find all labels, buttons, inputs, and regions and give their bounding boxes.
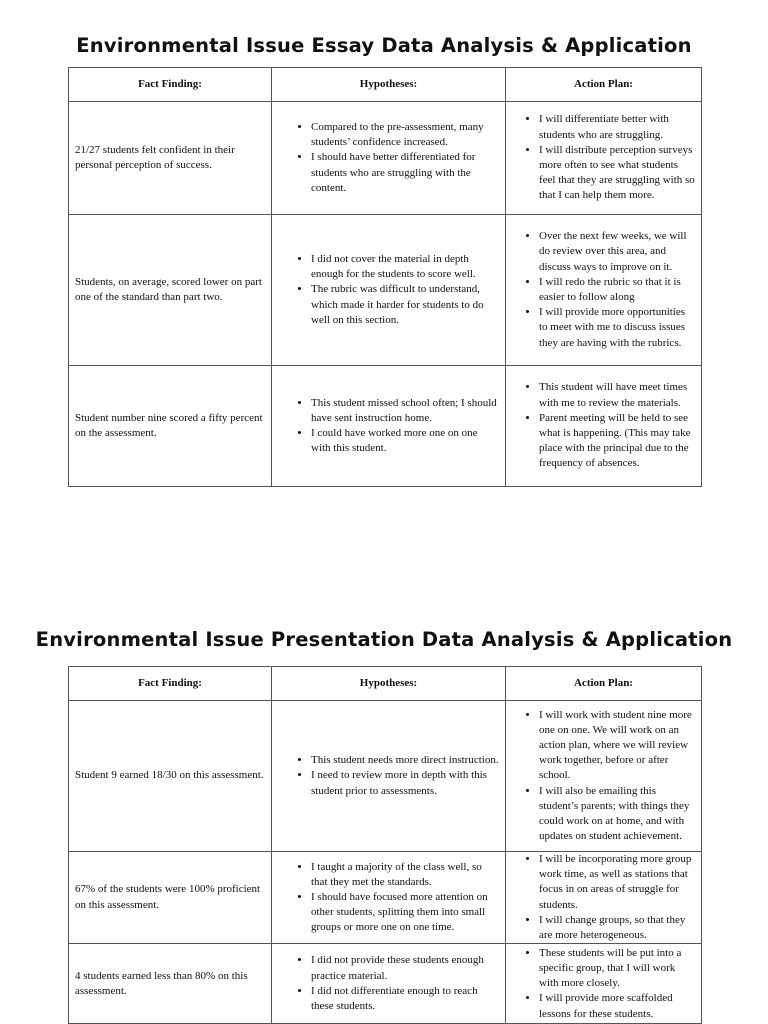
hypotheses-cell — [272, 215, 506, 366]
list-item: • This student missed school often; I should have sent instruction home. — [311, 396, 499, 426]
hypotheses-cell — [272, 852, 506, 944]
header-hypotheses: Hypotheses: — [272, 667, 506, 701]
hypotheses-cell — [272, 102, 506, 215]
list-item: • I taught a majority of the class well, so that they met the standards. — [311, 860, 499, 890]
list-item: • I could have worked more one on one with this student. — [311, 426, 499, 456]
list-item: • I did not differentiate enough to reach these students. — [311, 984, 499, 1014]
action-plan-cell — [506, 215, 702, 366]
list-item: • Over the next few weeks, we will do review over this area, and discuss ways to improve on it. — [539, 229, 695, 275]
hypotheses-cell — [272, 366, 506, 487]
list-item: • I will differentiate better with students who are struggling. — [539, 112, 695, 142]
fact-cell: Student 9 earned 18/30 on this assessment. — [69, 701, 272, 852]
list-item: • I will work with student nine more one on one. We will work on an action plan, where we will review work together, before or after school. — [539, 708, 695, 784]
fact-cell: 21/27 students felt confident in their personal perception of success. — [69, 102, 272, 215]
table-row — [69, 852, 702, 944]
list-item: • This student needs more direct instruction. — [311, 753, 499, 768]
action-plan-cell — [506, 944, 702, 1024]
list-item: • I should have focused more attention on other students, splitting them into small groups or more one on one time. — [311, 890, 499, 936]
list-item: • Parent meeting will be held to see what is happening. (This may take place with the principal due to the frequency of absences. — [539, 411, 695, 472]
header-fact-finding: Fact Finding: — [69, 667, 272, 701]
list-item: • I need to review more in depth with this student prior to assessments. — [311, 768, 499, 798]
table-row — [69, 366, 702, 487]
list-item: • I will provide more scaffolded lessons for these students. — [539, 991, 695, 1021]
table-row — [69, 102, 702, 215]
list-item: • This student will have meet times with me to review the materials. — [539, 380, 695, 410]
list-item: • I will also be emailing this student’s parents; with things they could work on at home, and with updates on student achievement. — [539, 784, 695, 845]
fact-cell: Students, on average, scored lower on part one of the standard than part two. — [69, 215, 272, 366]
list-item: • I will distribute perception surveys more often to see what students feel that they are struggling with so that I can help them more. — [539, 143, 695, 204]
list-item: • I did not cover the material in depth enough for the students to score well. — [311, 252, 499, 282]
header-fact-finding: Fact Finding: — [69, 68, 272, 102]
header-action-plan: Action Plan: — [506, 667, 702, 701]
action-plan-cell — [506, 366, 702, 487]
list-item: • I will redo the rubric so that it is easier to follow along — [539, 275, 695, 305]
fact-cell: Student number nine scored a fifty percent on the assessment. — [69, 366, 272, 487]
list-item: • These students will be put into a specific group, that I will work with more closely. — [539, 946, 695, 992]
hypotheses-cell — [272, 944, 506, 1024]
fact-cell: 4 students earned less than 80% on this assessment. — [69, 944, 272, 1024]
presentation-table-title: Environmental Issue Presentation Data Analysis & Application — [35, 628, 733, 651]
action-plan-cell — [506, 852, 702, 944]
table-header-row — [69, 68, 702, 102]
table-row — [69, 944, 702, 1024]
list-item: • I did not provide these students enough practice material. — [311, 953, 499, 983]
header-action-plan: Action Plan: — [506, 68, 702, 102]
essay-data-table — [68, 67, 702, 487]
hypotheses-cell — [272, 701, 506, 852]
header-hypotheses: Hypotheses: — [272, 68, 506, 102]
list-item: • I will provide more opportunities to meet with me to discuss issues they are having with the rubrics. — [539, 305, 695, 351]
table-row — [69, 701, 702, 852]
list-item: • I will change groups, so that they are more heterogeneous. — [539, 913, 695, 943]
essay-table-title: Environmental Issue Essay Data Analysis & Application — [76, 34, 692, 57]
fact-cell: 67% of the students were 100% proficient on this assessment. — [69, 852, 272, 944]
list-item: • I will be incorporating more group work time, as well as stations that focus in on areas of struggle for students. — [539, 852, 695, 913]
list-item: • Compared to the pre-assessment, many students’ confidence increased. — [311, 120, 499, 150]
list-item: • The rubric was difficult to understand, which made it harder for students to do well on this section. — [311, 282, 499, 328]
list-item: • I should have better differentiated for students who are struggling with the content. — [311, 150, 499, 196]
table-header-row — [69, 667, 702, 701]
presentation-data-table — [68, 666, 702, 1024]
action-plan-cell — [506, 102, 702, 215]
table-row — [69, 215, 702, 366]
action-plan-cell — [506, 701, 702, 852]
